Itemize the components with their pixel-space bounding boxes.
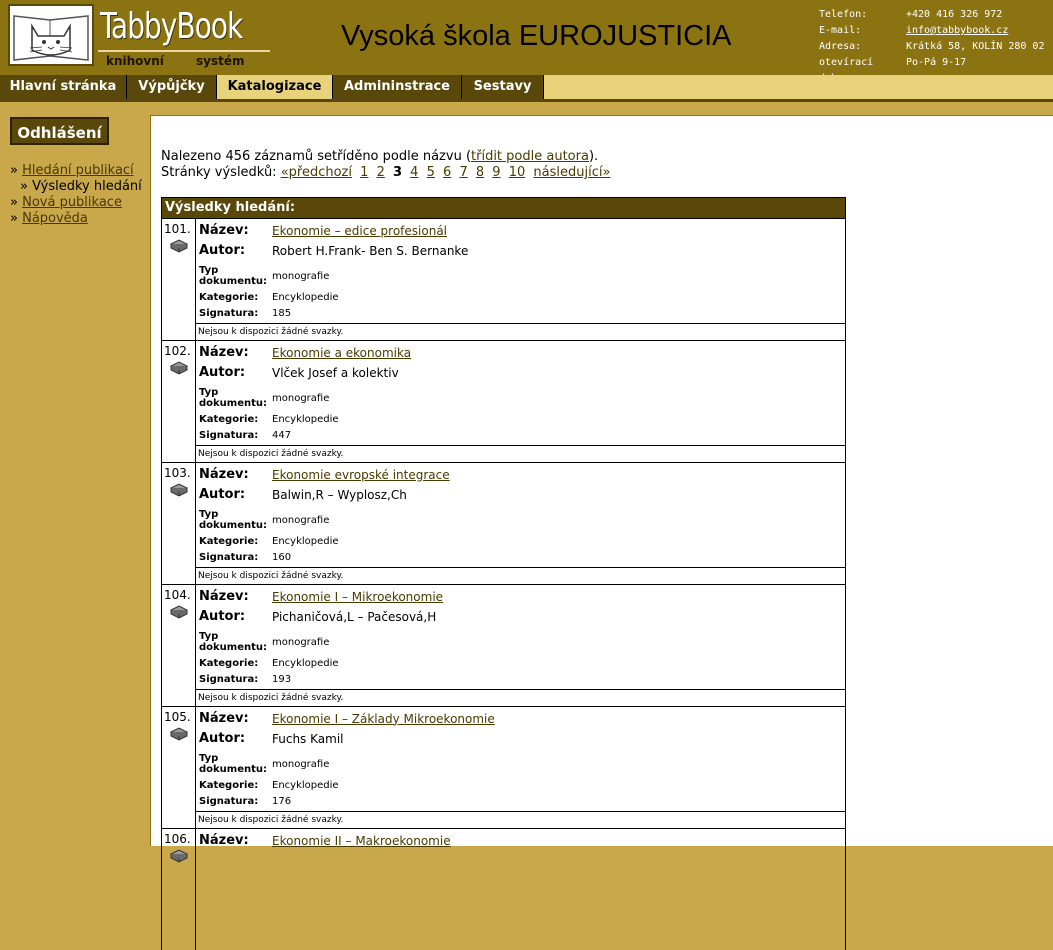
- record-type-row: Typ dokumentu: monografie: [199, 265, 330, 287]
- record-title-link[interactable]: Ekonomie – edice profesionál: [272, 223, 448, 238]
- record-author-row: Autor: Pichaničová,L – Pačesová,H: [199, 609, 437, 624]
- contact-phone: Telefon: +420 416 326 972: [819, 9, 1003, 20]
- record-body: [196, 585, 845, 706]
- book-icon: [169, 726, 189, 742]
- result-record: [162, 584, 845, 706]
- pager-page-6[interactable]: 6: [443, 165, 452, 180]
- result-record: [162, 462, 845, 584]
- record-body: [196, 341, 845, 462]
- main-tabs: [0, 75, 1053, 99]
- record-signature-row: Signatura: 447: [199, 430, 292, 441]
- pager: Stránky výsledků: «předchozí 1 2 3 4 5 6 7 8 9 10 následující»: [161, 165, 611, 180]
- pager-prev-link[interactable]: «předchozí: [280, 165, 352, 180]
- book-icon: [169, 482, 189, 498]
- pager-page-9[interactable]: 9: [492, 165, 501, 180]
- main-content: [150, 115, 1053, 846]
- pager-current-page: 3: [392, 165, 403, 180]
- record-author-row: Autor: Vlček Josef a kolektiv: [199, 365, 399, 380]
- record-signature-row: Signatura: 176: [199, 796, 292, 807]
- brand-underline: [98, 50, 270, 52]
- record-author-row: Autor: Fuchs Kamil: [199, 731, 344, 746]
- sidebar-item-new: » Nová publikace: [10, 195, 122, 210]
- results-list: [162, 218, 845, 950]
- record-no-items: Nejsou k dispozici žádné svazky.: [196, 445, 845, 462]
- pager-page-8[interactable]: 8: [475, 165, 485, 180]
- sidebar-current-results: Výsledky hledání: [32, 179, 142, 194]
- record-title-row: Název: Ekonomie evropské integrace: [199, 467, 450, 482]
- pager-page-10[interactable]: 10: [508, 165, 526, 180]
- tab-administration[interactable]: Admininstrace: [333, 75, 462, 99]
- sidebar-item-results: » Výsledky hledání: [20, 179, 142, 194]
- record-type-row: Typ dokumentu: monografie: [199, 509, 330, 531]
- contact-hours: otevírací Po-Pá 9-17: [819, 57, 967, 68]
- results-header: Výsledky hledání:: [162, 198, 845, 218]
- record-category-row: Kategorie: Encyklopedie: [199, 780, 339, 791]
- brand-subtitle-1: knihovní: [106, 54, 164, 68]
- record-no-items: Nejsou k dispozici žádné svazky.: [196, 689, 845, 706]
- tab-reports[interactable]: Sestavy: [462, 75, 544, 99]
- record-body: [196, 707, 845, 828]
- result-record: [162, 706, 845, 828]
- pager-page-2[interactable]: 2: [376, 165, 385, 180]
- brand-name: TabbyBook: [100, 6, 243, 47]
- record-title-row: Název: Ekonomie a ekonomika: [199, 345, 412, 360]
- sidebar-link-help[interactable]: Nápověda: [22, 211, 88, 226]
- record-title-link[interactable]: Ekonomie evropské integrace: [272, 467, 450, 482]
- logo[interactable]: [8, 4, 270, 68]
- tabs-divider: [0, 99, 1053, 102]
- result-record: [162, 340, 845, 462]
- results-table: [161, 197, 846, 950]
- brand-subtitle-2: systém: [196, 54, 245, 68]
- results-count-line: Nalezeno 456 záznamů setříděno podle názvu (třídit podle autora).: [161, 149, 599, 164]
- record-title-row: Název: Ekonomie I – Základy Mikroekonomie: [199, 711, 495, 726]
- sort-by-author-link[interactable]: třídit podle autora: [471, 149, 589, 164]
- sidebar-link-new-publication[interactable]: Nová publikace: [22, 195, 122, 210]
- record-no-items: Nejsou k dispozici žádné svazky.: [196, 567, 845, 584]
- record-category-row: Kategorie: Encyklopedie: [199, 658, 339, 669]
- record-title-link[interactable]: Ekonomie I – Mikroekonomie: [272, 589, 444, 604]
- site-title: Vysoká škola EUROJUSTICIA: [341, 20, 732, 52]
- record-signature-row: Signatura: 185: [199, 308, 292, 319]
- record-number: 104.: [162, 585, 196, 706]
- book-icon: [169, 360, 189, 376]
- record-body: [196, 219, 845, 340]
- record-title-row: Název: Ekonomie II – Makroekonomie: [199, 833, 451, 848]
- record-category-row: Kategorie: Encyklopedie: [199, 414, 339, 425]
- record-title-row: Název: Ekonomie – edice profesionál: [199, 223, 448, 238]
- record-type-row: Typ dokumentu: monografie: [199, 631, 330, 653]
- record-title-link[interactable]: Ekonomie a ekonomika: [272, 345, 412, 360]
- book-icon: [169, 848, 189, 864]
- record-category-row: Kategorie: Encyklopedie: [199, 292, 339, 303]
- tab-cataloguing[interactable]: Katalogizace: [217, 75, 333, 99]
- pager-next-link[interactable]: následující»: [533, 165, 611, 180]
- record-title-link[interactable]: Ekonomie II – Makroekonomie: [272, 833, 451, 848]
- result-record: [162, 828, 845, 950]
- pager-page-7[interactable]: 7: [459, 165, 468, 180]
- sidebar-item-help: » Nápověda: [10, 211, 88, 226]
- book-icon: [169, 604, 189, 620]
- record-no-items: Nejsou k dispozici žádné svazky.: [196, 323, 845, 340]
- record-type-row: Typ dokumentu: monografie: [199, 753, 330, 775]
- record-number: 105.: [162, 707, 196, 828]
- record-title-link[interactable]: Ekonomie I – Základy Mikroekonomie: [272, 711, 495, 726]
- pager-page-4[interactable]: 4: [410, 165, 419, 180]
- record-body: [196, 829, 845, 950]
- logout-button[interactable]: Odhlášení: [10, 117, 109, 145]
- record-author-row: Autor: Balwin,R – Wyplosz,Ch: [199, 487, 407, 502]
- pager-page-5[interactable]: 5: [426, 165, 435, 180]
- record-type-row: Typ dokumentu: monografie: [199, 387, 330, 409]
- email-link[interactable]: info@tabbybook.cz: [906, 25, 1009, 36]
- record-category-row: Kategorie: Encyklopedie: [199, 536, 339, 547]
- record-no-items: Nejsou k dispozici žádné svazky.: [196, 811, 845, 828]
- record-author-row: Autor: Robert H.Frank- Ben S. Bernanke: [199, 243, 469, 258]
- record-title-row: Název: Ekonomie I – Mikroekonomie: [199, 589, 444, 604]
- record-number: 103.: [162, 463, 196, 584]
- book-icon: [169, 238, 189, 254]
- record-number: 101.: [162, 219, 196, 340]
- results-summary: [161, 149, 614, 181]
- sidebar-nav: [10, 163, 142, 227]
- cat-book-logo-icon: [8, 4, 94, 66]
- tab-loans[interactable]: Výpůjčky: [127, 75, 217, 99]
- record-number: 106.: [162, 829, 196, 950]
- record-number: 102.: [162, 341, 196, 462]
- record-signature-row: Signatura: 193: [199, 674, 292, 685]
- sidebar-link-search[interactable]: Hledání publikací: [22, 163, 134, 178]
- sidebar-item-search: » Hledání publikací: [10, 163, 134, 178]
- contact-address: Adresa: Krátká 58, KOLÍN 280 02: [819, 41, 1045, 52]
- record-body: [196, 463, 845, 584]
- record-signature-row: Signatura: 160: [199, 552, 292, 563]
- result-record: [162, 218, 845, 340]
- contact-email: E-mail: info@tabbybook.cz: [819, 23, 1044, 39]
- tab-main-page[interactable]: Hlavní stránka: [0, 75, 127, 99]
- header: [0, 0, 1053, 75]
- pager-page-1[interactable]: 1: [360, 165, 369, 180]
